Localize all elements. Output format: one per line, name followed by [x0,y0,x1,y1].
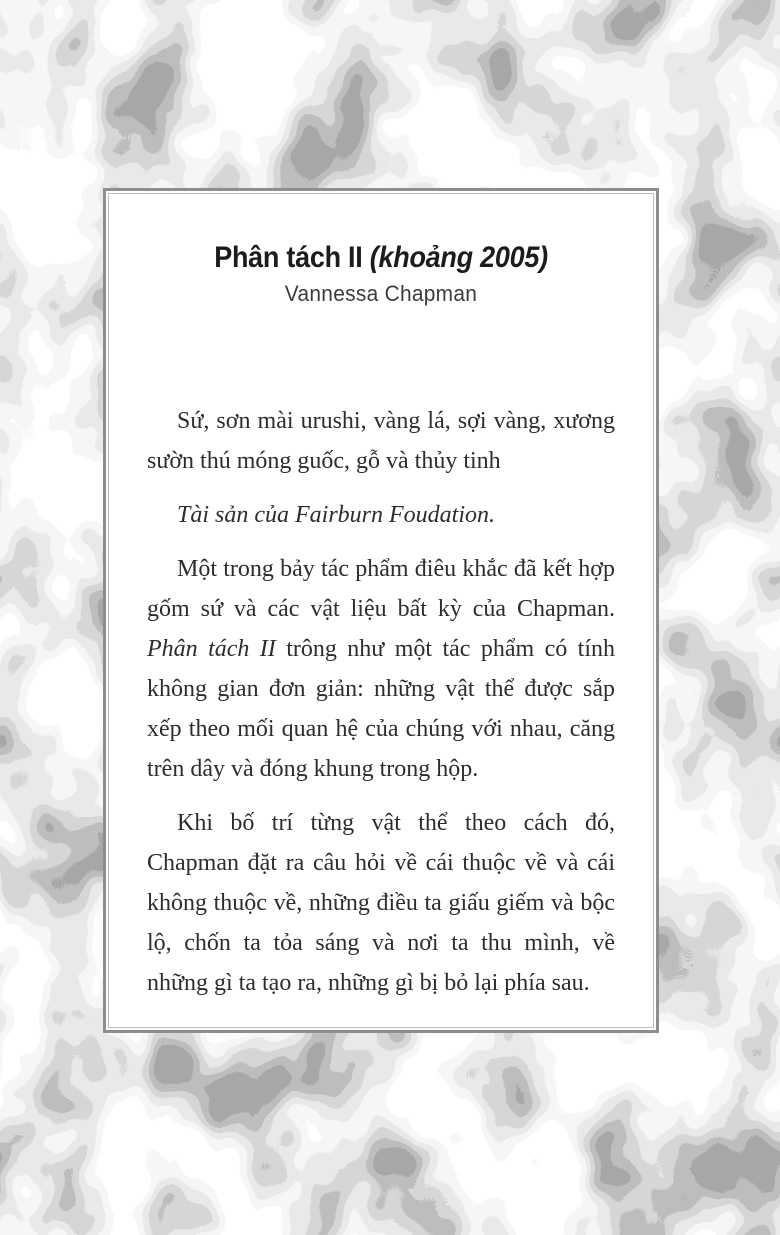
collection-credit-line: Tài sản của Fairburn Foudation. [177,502,496,528]
artwork-title-name: Phân tách II [214,241,363,274]
materials-paragraph: Sứ, sơn mài urushi, vàng lá, sợi vàng, xương sườn thú móng guốc, gỗ và thủy tinh [147,408,615,474]
artist-name: Vannessa Chapman [284,281,478,306]
work-name-italic: Phân tách II [147,636,276,662]
description-1-text-after: trông như một tác phẩm có tính không gian đơn giản: những vật thể được sắp xếp theo mối quan hệ của chúng với nhau, căng trên dây và đóng khung trong hộp. [147,636,615,782]
description-1-text-before: Một trong bảy tác phẩm điêu khắc đã kết hợp gốm sứ và các vật liệu bất kỳ của Chapman. [147,556,615,622]
panel-inner-frame [108,193,654,1028]
artwork-info-panel [103,188,659,1033]
artwork-title [170,240,591,276]
artwork-title-year: (khoảng 2005) [369,241,548,274]
description-paragraph-1 [147,549,615,789]
description-paragraph-2: Khi bố trí từng vật thể theo cách đó, Chapman đặt ra câu hỏi về cái thuộc về và cái không thuộc về, những điều ta giấu giếm và bộc lộ, chốn ta tỏa sáng và nơi ta thu mình, về những gì ta tạo ra, những gì bị bỏ lại phía sau. [147,810,615,996]
